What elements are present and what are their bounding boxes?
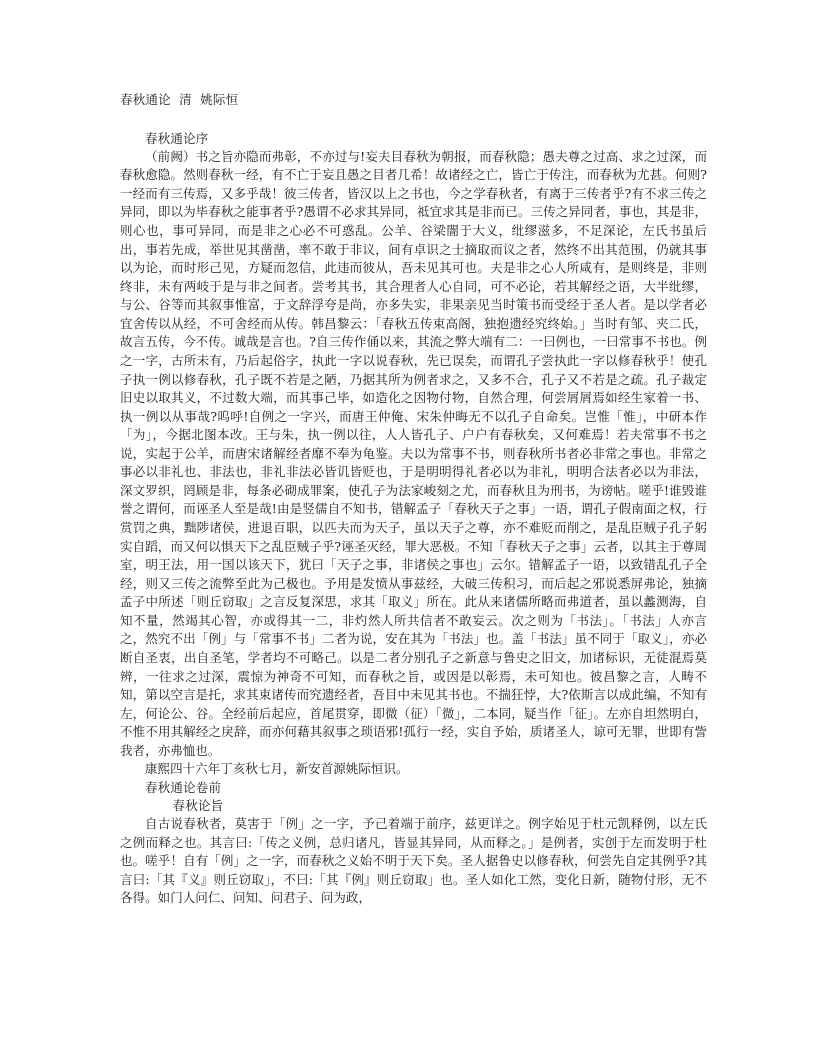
section-chunqiu-lunzhi (120, 797, 707, 908)
section-heading-lunzhi: 春秋论旨 (172, 798, 224, 813)
document-title: 春秋通论 清 姚际恒 (120, 92, 239, 107)
preface-body-paragraph: （前阙）书之旨亦隐而弗彰，不亦过与!妄夫目春秋为朝报，而春秋隐；愚夫尊之过高、求之过深，而春秋愈隐。然则春秋一经，有不亡于妄且愚之目者几希！故诸经之亡，皆亡于传注，而春秋为尤甚。何则?一经而有三传焉，又多乎哉！彼三传者，皆汉以上之书也，今之学春秋者，有离于三传者乎?有不求三传之异同，即以为毕春秋之能事者乎?愚谓不必求其异同，祗宜求其是非而已。三传之异同者，事也，其是非，则心也，事可异同，而是非之心必不可惑乱。公羊、谷梁闇于大义，纰缪滋多，不足深论，左氏书虽后出，事若先成，举世见其凿凿，率不敢于非议，间有卓识之士摘取而议之者，然终不出其范围，仍就其事以为论，而时形己见，方疑而忽信，此违而彼从，吾未见其可也。夫是非之心人所咸有，是则终是，非则终非，未有两岐于是与非之间者。尝考其书，其合理者人心自同，可不必论，若其解经之语，大半纰缪，与公、谷等而其叙事惟富，于文辞浮夸是尚，亦多失实，非果亲见当时策书而受经于圣人者。是以学者必宜舍传以从经，不可舍经而从传。韩昌黎云：「春秋五传束高阁，独抱遗经究终始。」当时有邹、夹二氏，故言五传，今不传。诚哉是言也。?自三传作俑以来，其流之弊大端有二：一曰例也，一曰常事不书也。例之一字，古所未有，乃后起俗字，执此一字以说春秋，先已误矣，而谓孔子尝执此一字以修春秋乎！使孔子执一例以修春秋，孔子既不若是之陋，乃据其所为例者求之，又多不合，孔子又不若是之疏。孔子裁定旧史以取其义，不过数大端，而其事己毕，如造化之因物付物，自然合理，何尝屑屑焉如经生家着一书、执一例以从事哉?呜呼!自例之一字兴，而唐王仲俺、宋朱仲晦无不以孔子自命矣。岂惟「惟」，中研本作「为」，今据北图本改。王与朱，执一例以往，人人皆孔子、户户有春秋矣，又何难焉！若夫常事不书之说，实起于公羊，而唐宋诸解经者靡不奉为龟鉴。夫以为常事不书，则春秋所书者必非常之事也。非常之事必以非礼也、非法也，非礼非法必皆讥皆贬也，于是明明得礼者必以为非礼，明明合法者必以为非法，深文罗织，罔顾是非，每条必砌成罪案，使孔子为法家峻刻之尤，而春秋且为刑书，为谤帖。嗟乎!谁毁谁誉之谓何，而诬圣人至是哉!由是竖儒自不知书，错解孟子「春秋天子之事」一语，谓孔子假南面之权，行赏罚之典，黜陟诸侯，进退百职，以匹夫而为天子，虽以天子之尊，亦不难贬而削之，是乱臣贼子孔子躬实自蹈，而又何以惧天下之乱臣贼子乎?诬圣灭经，罪大恶极。不知「春秋天子之事」云者，以其主于尊周室，明王法，用一国以该天下，犹曰「天子之事，非诸侯之事也」云尔。错解孟子一语，以致错乱孔子全经，则又三传之流弊至此为己极也。予用是发愤从事兹经，大破三传积习，而后起之邪说悉屏弗论，独摘孟子中所述「则丘窃取」之言反复深思，求其「取义」所在。此从来诸儒所略而弗道者，虽以蠡测海，自知不量，然竭其心智，亦或得其一二，非灼然人所共信者不敢妄云。次之则为「书法」。「书法」人亦言之，然究不出「例」与「常事不书」二者为说，安在其为「书法」也。盖「书法」虽不同于「取义」，亦必断自圣衷，出自圣笔，学者均不可略己。以是二者分别孔子之新意与鲁史之旧文，加诸标识，无徒混焉莫辨，一往求之过深，震惊为神奇不可知，而春秋之旨，或因是以彰焉，未可知也。彼昌黎之言，人畴不知，第以空言是托，求其束诸传而究遗经者，吾目中未见其书也。不揣狂悖，大?依斯言以成此编，不知有左，何论公、谷。全经前后起应，首尾贯穿，即微（征）「微」，二本同，疑当作「征」。左亦自坦然明白，不惟不用其解经之戾辞，而亦何藉其叙事之琐语邪!孤行一经，实自予始，质诸圣人，谅可无罪，世即有訾我者，亦弗恤也。 (120, 148, 707, 758)
section-heading-preface: 春秋通论序 (145, 130, 209, 146)
section-chunqiu-tonglun-xu (120, 130, 707, 779)
preface-colophon-paragraph: 康熙四十六年丁亥秋七月，新安首源姚际恒识。 (145, 761, 409, 777)
section-heading-volume-front: 春秋通论卷前 (145, 779, 222, 795)
lunzhi-body-paragraph: 自古说春秋者，莫害于「例」之一字，予己着端于前序，兹更详之。例字始见于杜元凯释例，以左氏之例而释之也。其言曰:「传之义例，总归诸凡，皆显其异同，从而释之。」是例者，实创于左而发明于杜也。嗟乎！自有「例」之一字，而春秋之义始不明于天下矣。圣人据鲁史以修春秋，何尝先自定其例乎?其言曰:「其『义』则丘窃取」，不曰:「其『例』则丘窃取」也。圣人如化工然，变化日新，随物付形，无不各得。如门人问仁、问知、问君子、问为政， (120, 816, 707, 906)
section-chunqiu-tonglun-juanqian (120, 779, 707, 797)
